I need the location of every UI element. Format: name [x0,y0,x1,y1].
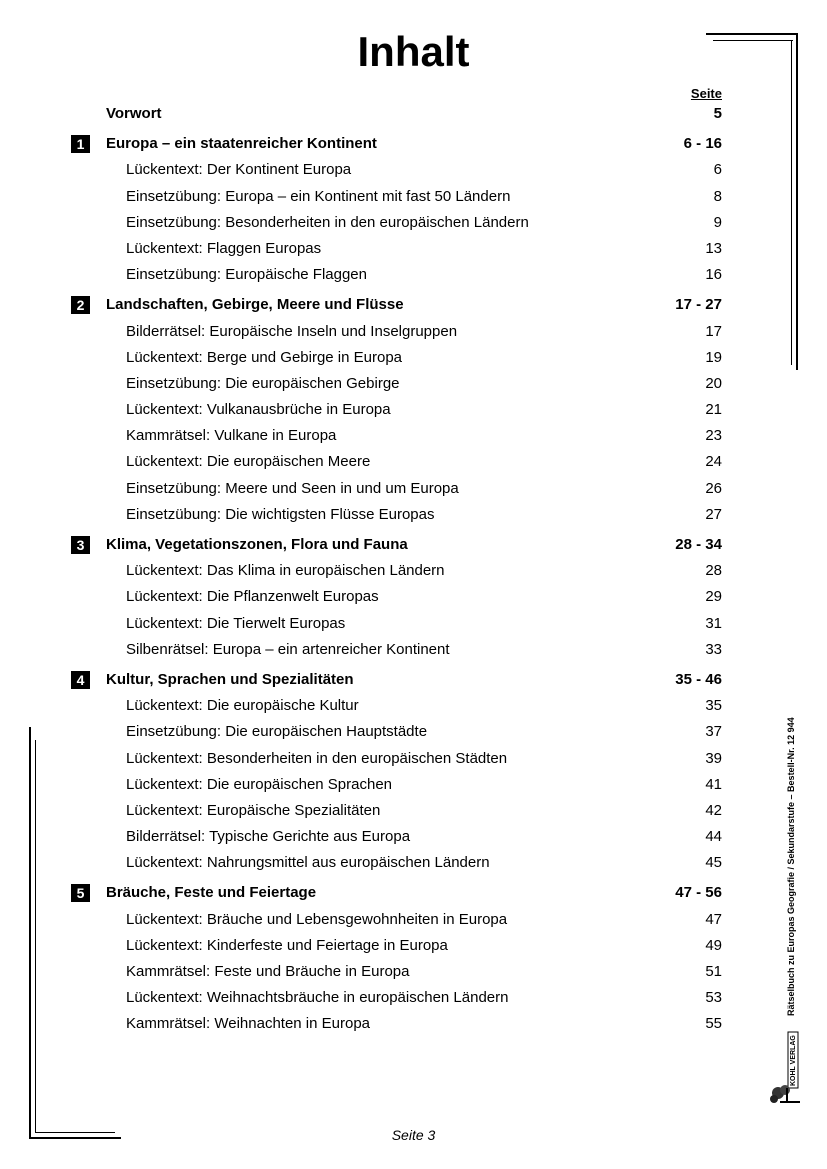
page-column-header: Seite [690,86,722,101]
toc-entry[interactable] [68,985,722,1011]
entry-page: 45 [705,854,722,872]
entry-page: 9 [713,213,722,231]
entry-page: 42 [705,801,722,819]
chapter-number-badge: 3 [71,536,90,554]
toc-entry[interactable] [68,798,722,824]
entry-page: 41 [705,775,722,793]
chapter-number-badge: 4 [71,671,90,689]
toc-entry[interactable] [68,1011,722,1037]
entry-title: Einsetzübung: Europäische Flaggen [126,266,367,284]
chapter-title: Kultur, Sprachen und Spezialitäten [106,670,354,688]
toc-entry[interactable] [68,345,722,371]
entry-page: 28 [705,562,722,580]
entry-title: Lückentext: Das Klima in europäischen Ländern [126,562,445,580]
table-of-contents [68,101,722,1038]
entry-page: 53 [705,989,722,1007]
vorwort-page: 5 [713,105,722,122]
toc-entry[interactable] [68,236,722,262]
entry-page: 20 [705,374,722,392]
chapter-title: Bräuche, Feste und Feiertage [106,884,317,902]
chapter-number-badge: 5 [71,884,90,902]
entry-page: 6 [713,161,722,179]
chapter-title: Europa – ein staatenreicher Kontinent [106,135,377,153]
chapter-page-range: 28 - 34 [675,536,722,553]
chapter-list [68,131,722,1037]
entry-page: 55 [705,1015,722,1033]
entry-title: Lückentext: Die europäischen Meere [126,453,371,471]
entry-page: 24 [705,453,722,471]
entry-title: Lückentext: Vulkanausbrüche in Europa [126,401,391,419]
entry-page: 27 [705,505,722,523]
publication-info: Rätselbuch zu Europas Geografie / Sekundarstufe – Bestell-Nr. 12 944 [786,717,796,1016]
entry-page: 29 [705,588,722,606]
entry-title: Lückentext: Bräuche und Lebensgewohnheiten in Europa [126,910,508,928]
chapter-number-badge: 1 [71,135,90,153]
entry-title: Lückentext: Berge und Gebirge in Europa [126,348,403,366]
chapter-number-badge: 2 [71,296,90,314]
entry-page: 26 [705,479,722,497]
entry-page: 35 [705,697,722,715]
entry-title: Lückentext: Die europäische Kultur [126,697,359,715]
entry-page: 17 [705,322,722,340]
toc-chapter-2[interactable] [68,292,722,318]
entry-title: Einsetzübung: Besonderheiten in den europäischen Ländern [126,213,529,231]
toc-entry[interactable] [68,959,722,985]
chapter-title: Klima, Vegetationszonen, Flora und Fauna [106,536,408,553]
entry-page: 21 [705,401,722,419]
toc-entry[interactable] [68,824,722,850]
publisher-logo [768,1030,804,1105]
entry-title: Einsetzübung: Meere und Seen in und um Europa [126,479,459,497]
entry-page: 13 [705,239,722,257]
chapter-title: Landschaften, Gebirge, Meere und Flüsse [106,296,404,314]
entry-page: 33 [705,640,722,658]
entry-title: Lückentext: Weihnachtsbräuche in europäischen Ländern [126,989,509,1007]
toc-entry[interactable] [68,637,722,663]
entry-title: Lückentext: Kinderfeste und Feiertage in Europa [126,936,448,954]
entry-title: Lückentext: Die Pflanzenwelt Europas [126,588,379,606]
entry-title: Einsetzübung: Die europäischen Gebirge [126,374,400,392]
entry-page: 31 [705,614,722,632]
page-footer: Seite 3 [391,1127,436,1143]
entry-page: 51 [705,963,722,980]
entry-title: Bilderrätsel: Europäische Inseln und Inselgruppen [126,322,458,340]
entry-page: 44 [705,828,722,846]
toc-entry[interactable] [68,719,722,745]
toc-entry[interactable] [68,584,722,610]
entry-title: Einsetzübung: Die wichtigsten Flüsse Europas [126,505,435,523]
entry-page: 16 [705,266,722,284]
entry-title: Lückentext: Die europäischen Sprachen [126,775,393,793]
entry-title: Einsetzübung: Europa – ein Kontinent mit fast 50 Ländern [126,187,511,205]
entry-page: 39 [705,749,722,767]
entry-title: Lückentext: Nahrungsmittel aus europäischen Ländern [126,854,490,872]
chapter-page-range: 35 - 46 [675,670,722,688]
chapter-page-range: 17 - 27 [675,296,722,314]
entry-title: Silbenrätsel: Europa – ein artenreicher Kontinent [126,640,450,658]
toc-entry[interactable] [68,933,722,959]
entry-page: 47 [705,910,722,928]
svg-text:KOHL VERLAG: KOHL VERLAG [790,1035,797,1086]
toc-entry[interactable] [68,157,722,183]
entry-page: 8 [713,187,722,205]
entry-title: Lückentext: Der Kontinent Europa [126,161,352,179]
toc-entry[interactable] [68,449,722,475]
vorwort-label: Vorwort [106,105,162,122]
toc-chapter-4[interactable] [68,667,722,693]
entry-title: Einsetzübung: Die europäischen Hauptstädte [126,723,428,741]
entry-title: Kammrätsel: Feste und Bräuche in Europa [126,963,410,980]
toc-entry[interactable] [68,558,722,584]
entry-title: Kammrätsel: Weihnachten in Europa [126,1015,371,1033]
toc-chapter-1[interactable] [68,131,722,157]
entry-title: Lückentext: Besonderheiten in den europäischen Städten [126,749,508,767]
page-title: Inhalt [357,28,470,75]
entry-title: Lückentext: Die Tierwelt Europas [126,614,346,632]
chapter-page-range: 6 - 16 [683,135,722,153]
entry-page: 19 [705,348,722,366]
entry-title: Bilderrätsel: Typische Gerichte aus Europa [126,828,411,846]
toc-chapter-3[interactable] [68,532,722,558]
entry-page: 23 [705,427,722,445]
toc-entry[interactable] [68,746,722,772]
toc-chapter-5[interactable] [68,880,722,906]
toc-entry[interactable] [68,772,722,798]
toc-vorwort[interactable] [68,101,722,127]
toc-entry[interactable] [68,907,722,933]
toc-entry[interactable] [68,397,722,423]
entry-title: Kammrätsel: Vulkane in Europa [126,427,337,445]
toc-entry[interactable] [68,850,722,876]
toc-entry[interactable] [68,210,722,236]
toc-entry[interactable] [68,476,722,502]
toc-entry[interactable] [68,262,722,288]
toc-entry[interactable] [68,184,722,210]
entry-title: Lückentext: Europäische Spezialitäten [126,801,381,819]
toc-entry[interactable] [68,502,722,528]
entry-title: Lückentext: Flaggen Europas [126,239,322,257]
entry-page: 37 [705,723,722,741]
chapter-page-range: 47 - 56 [675,884,722,902]
toc-entry[interactable] [68,371,722,397]
toc-entry[interactable] [68,423,722,449]
toc-entry[interactable] [68,611,722,637]
toc-entry[interactable] [68,693,722,719]
toc-entry[interactable] [68,319,722,345]
entry-page: 49 [705,936,722,954]
